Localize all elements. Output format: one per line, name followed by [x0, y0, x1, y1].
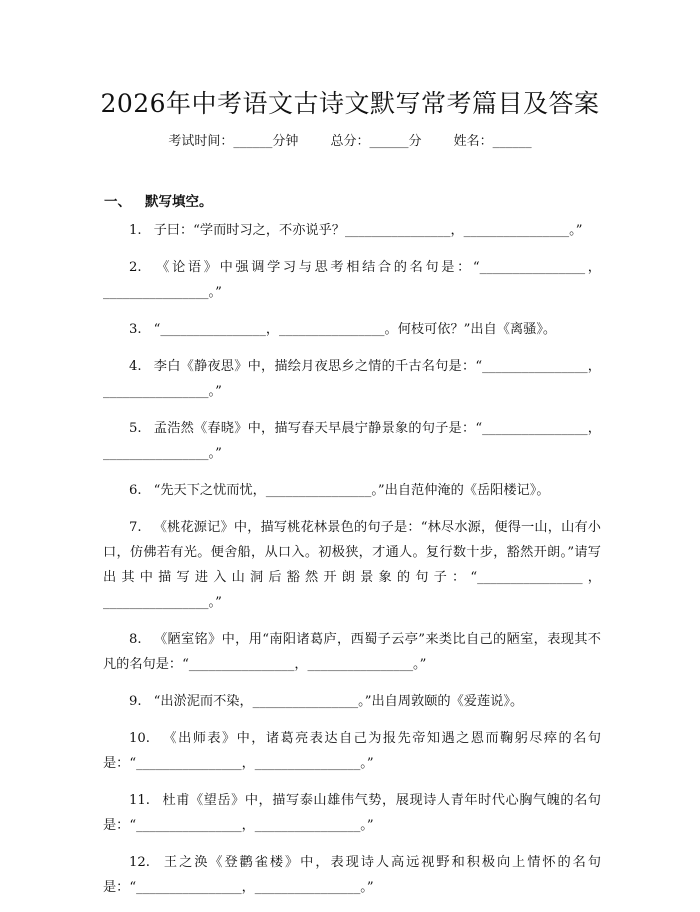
question-text: “________________，________________。何枝可依？”出自《离骚》。: [153, 322, 557, 337]
question-number: 6.: [129, 483, 142, 498]
question-item: [103, 255, 601, 305]
section-title: 默写填空。: [145, 194, 213, 210]
question-list: [103, 218, 601, 912]
question-number: 4.: [129, 359, 142, 374]
student-name: 姓名：______: [453, 134, 532, 149]
question-number: 5.: [129, 421, 142, 436]
question-text: 孟浩然《春晓》中，描写春天早晨宁静景象的句子是：“________________，________________。”: [103, 421, 601, 461]
question-item: [103, 788, 601, 838]
question-text: 王之涣《登鹳雀楼》中，表现诗人高远视野和积极向上情怀的名句是：“________________，________________。”: [103, 855, 601, 895]
question-number: 1.: [129, 223, 142, 238]
exam-time: 考试时间：______分钟: [168, 134, 299, 149]
question-item: [103, 416, 601, 466]
section-number: 一、: [104, 194, 131, 210]
question-item: [103, 627, 601, 677]
question-text: 杜甫《望岳》中，描写泰山雄伟气势，展现诗人青年时代心胸气魄的名句是：“________________，________________。”: [103, 793, 601, 833]
question-text: 《论语》中强调学习与思考相结合的名句是：“________________，________________。”: [103, 260, 601, 300]
question-text: 《桃花源记》中，描写桃花林景色的句子是：“林尽水源，便得一山，山有小口，仿佛若有光。便舍船，从口入。初极狭，才通人。复行数十步，豁然开朗。”请写出其中描写进入山洞后豁然开朗景象的句子：“________________，________________。”: [103, 520, 601, 610]
question-item: [103, 850, 601, 900]
question-text: 子曰：“学而时习之，不亦说乎？________________，________________。”: [153, 223, 583, 238]
question-text: “先天下之忧而忧，________________。”出自范仲淹的《岳阳楼记》。: [153, 483, 550, 498]
question-number: 12.: [129, 855, 150, 870]
question-text: 《出师表》中，诸葛亮表达自己为报先帝知遇之恩而鞠躬尽瘁的名句是：“________________，________________。”: [103, 731, 601, 771]
question-item: [103, 726, 601, 776]
question-item: [103, 218, 601, 243]
exam-info: [0, 130, 700, 149]
question-item: [103, 689, 601, 714]
question-item: [103, 354, 601, 404]
question-item: [103, 515, 601, 615]
question-text: 《陋室铭》中，用“南阳诸葛庐，西蜀子云亭”来类比自己的陋室，表现其不凡的名句是：“________________，________________。”: [103, 632, 601, 672]
question-number: 3.: [129, 322, 142, 337]
section-heading: [104, 190, 213, 210]
question-number: 9.: [129, 694, 142, 709]
question-item: [103, 317, 601, 342]
question-number: 10.: [129, 731, 150, 746]
total-score: 总分：______分: [330, 134, 422, 149]
question-number: 2.: [129, 260, 142, 275]
question-text: “出淤泥而不染，________________。”出自周敦颐的《爱莲说》。: [153, 694, 524, 709]
question-number: 7.: [129, 520, 142, 535]
question-item: [103, 478, 601, 503]
page-title: 2026年中考语文古诗文默写常考篇目及答案: [100, 89, 600, 118]
question-number: 8.: [129, 632, 142, 647]
question-text: 李白《静夜思》中，描绘月夜思乡之情的千古名句是：“________________，________________。”: [103, 359, 601, 399]
question-number: 11.: [129, 793, 150, 808]
